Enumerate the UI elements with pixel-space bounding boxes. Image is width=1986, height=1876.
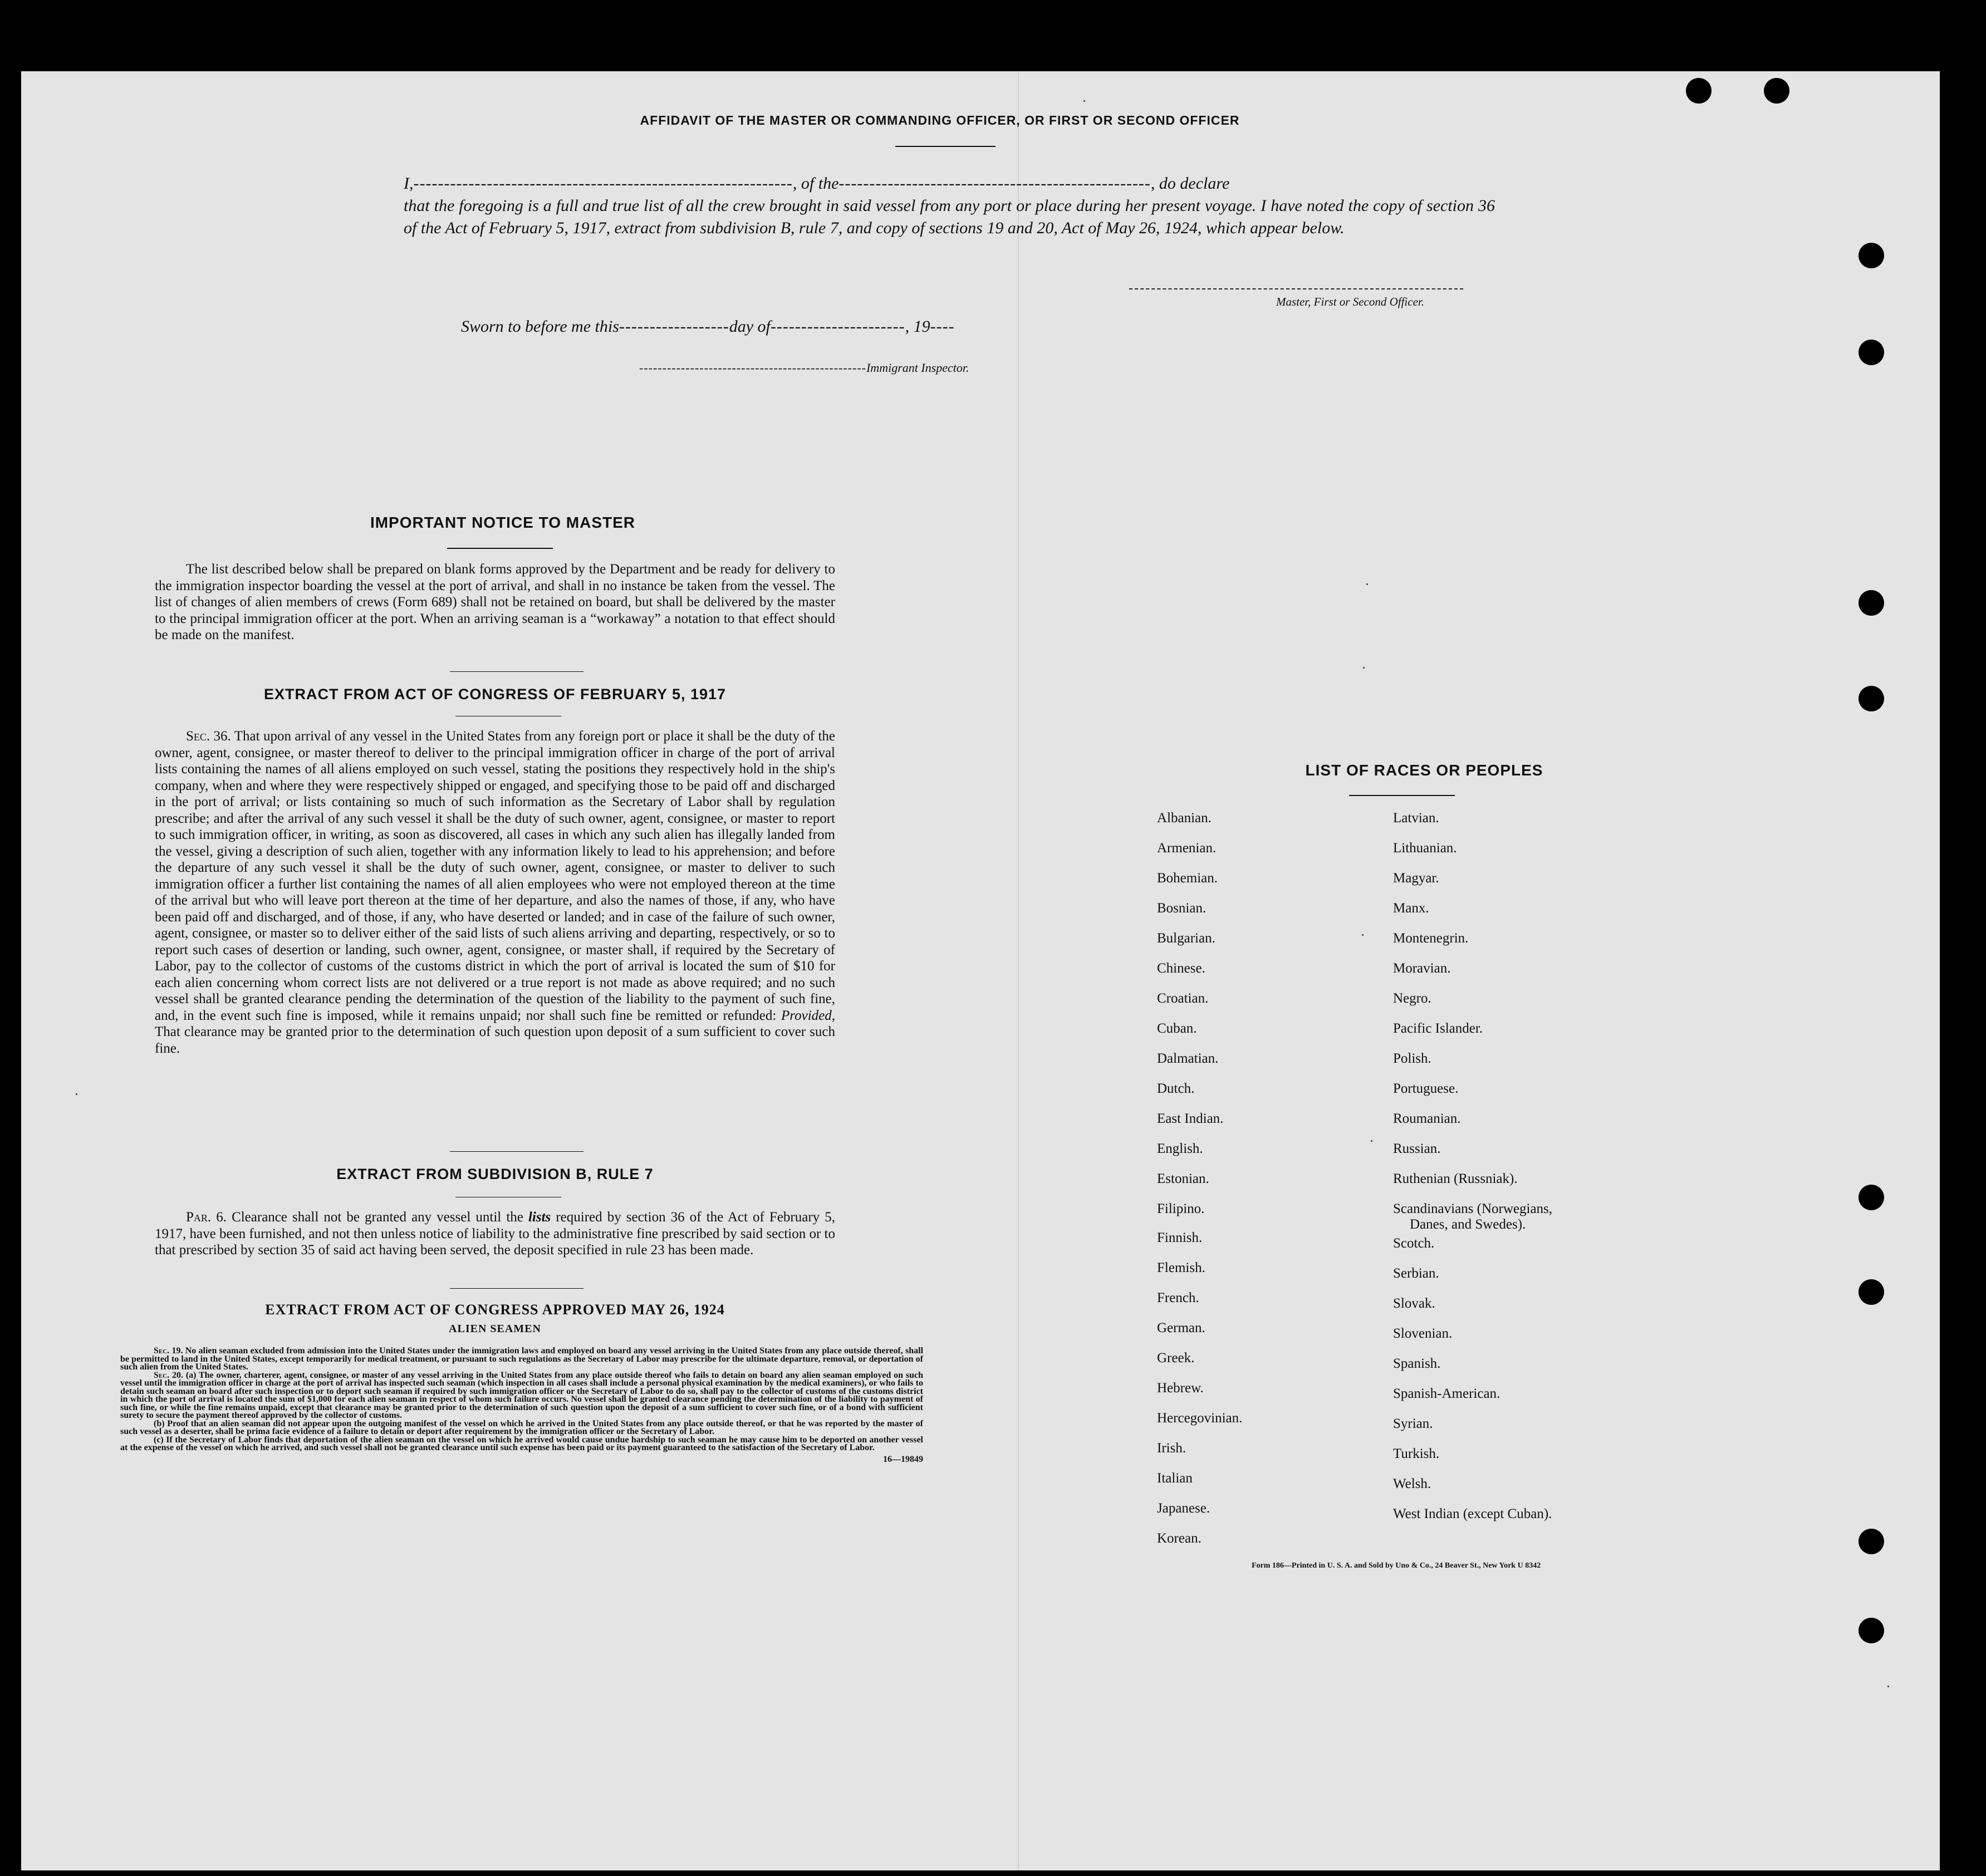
sec20b-body: (b) Proof that an alien seaman did not appear upon the outgoing manifest of the vessel on which he arrived in the United States from any place outside thereof, or that he was reported by the master of such vessel as a deserter, shall be prima facie evidence of a failure to detain or deport after requirement by the immigration officer or the Secretary of Labor. xyxy=(120,1418,923,1436)
inspector-label: Immigrant Inspector. xyxy=(866,361,969,375)
race-left-item: East Indian. xyxy=(1157,1111,1224,1126)
race-left-item: Hebrew. xyxy=(1157,1381,1204,1396)
signature-label: Master, First or Second Officer. xyxy=(1276,295,1424,308)
punch-hole xyxy=(1858,1279,1884,1305)
punch-hole xyxy=(1858,243,1884,268)
race-right-item: West Indian (except Cuban). xyxy=(1393,1506,1552,1521)
race-left-item: Albanian. xyxy=(1157,811,1212,826)
race-right-item: Manx. xyxy=(1393,901,1429,916)
race-left-item: Japanese. xyxy=(1157,1501,1210,1516)
signature-line xyxy=(1129,288,1463,289)
sworn-prefix: Sworn to before me this xyxy=(461,317,619,336)
sec20a-body: (a) The owner, charterer, agent, consignee, or master of any vessel arriving in the United States from any place outside thereof who fails to detain on board any alien seaman employed on such vessel until the immigration officer in charge at the port of arrival has inspected such seaman (which inspection in all cases shall include a personal physical examination by the medical examiners), or who fails to detain such seaman on board after such inspection or to deport such seaman if required by such immigration officer or the Secretary of Labor to do so, shall pay to the collector of customs of the customs district in which the port of arrival is located the sum of $1,000 for each alien seaman in respect of whom such failure occurs. No vessel shall be granted clearance pending the determination of the liability to payment of such fine, or while the fine remains unpaid, except that clearance may be granted prior to the determination of such question upon the deposit of a sum sufficient to cover such fine, or of a bond with sufficient surety to secure the payment thereof approved by the collector of customs. xyxy=(120,1370,924,1420)
race-left-item: Irish. xyxy=(1157,1441,1186,1456)
race-left-item: Flemish. xyxy=(1157,1260,1205,1275)
sec20c-body: (c) If the Secretary of Labor finds that deportation of the alien seaman on the vessel on which he arrived would cause undue hardship to such seaman he may cause him to be deported on another vessel at the expense of the vessel on which he arrived, and such vessel shall not be granted clearance until such expense has been paid or its payment guaranteed to the satisfaction of the Secretary of Labor. xyxy=(120,1435,923,1452)
affidavit-text xyxy=(404,173,1495,239)
punch-hole xyxy=(1858,590,1884,616)
affidavit-declare: , do declare xyxy=(1150,174,1230,193)
race-left-item: Greek. xyxy=(1157,1350,1195,1366)
rule7-body-b: required by section 36 of the Act of February 5, 1917, have been furnished, and not then unless notice of liability to the administrative fine prescribed by said section or to that prescribed by section 35 of said act having been served, the deposit specified in rule 23 has been made. xyxy=(155,1210,835,1258)
race-right-item: Slovak. xyxy=(1393,1296,1435,1311)
race-left-item: Chinese. xyxy=(1157,961,1205,976)
punch-hole xyxy=(1858,1618,1884,1643)
act-1924-subtitle: ALIEN SEAMEN xyxy=(449,1323,541,1335)
title-rule xyxy=(895,146,996,147)
race-left-item: Cuban. xyxy=(1157,1021,1197,1036)
scan-speck xyxy=(1083,100,1085,102)
race-left-item: German. xyxy=(1157,1320,1205,1335)
provided-word: Provided, xyxy=(781,1008,835,1023)
affidavit-of-the: , of the xyxy=(792,174,839,193)
race-left-item: Filipino. xyxy=(1157,1201,1205,1216)
sec19-label: Sec. 19. xyxy=(154,1346,183,1356)
race-left-item: Dutch. xyxy=(1157,1081,1195,1096)
notice-text xyxy=(155,561,835,644)
rule7-title: EXTRACT FROM SUBDIVISION B, RULE 7 xyxy=(336,1166,654,1182)
scan-speck xyxy=(76,1093,77,1095)
scan-speck xyxy=(1363,667,1365,669)
sec20b-paragraph xyxy=(120,1420,923,1436)
notice-body: The list described below shall be prepared on blank forms approved by the Department and be ready for delivery to the immigration inspector boarding the vessel at the port of arrival, and shall in no instance be taken from the vessel. The list of changes of alien members of crews (Form 689) shall not be retained on board, but shall be delivered by the master to the principal immigration officer at the port. When an arriving seaman is a “workaway” a notation to that effect should be made on the manifest. xyxy=(155,562,835,642)
race-left-item: Korean. xyxy=(1157,1531,1202,1546)
scan-speck xyxy=(1362,934,1364,936)
race-left-item: Bohemian. xyxy=(1157,871,1218,886)
sec20a-paragraph xyxy=(120,1372,923,1420)
section-divider xyxy=(450,671,583,672)
race-right-item: Scandinavians (Norwegians, xyxy=(1393,1201,1553,1216)
sec19-paragraph xyxy=(120,1347,923,1372)
extract-1917-title: EXTRACT FROM ACT OF CONGRESS OF FEBRUARY 5, 1917 xyxy=(263,686,727,703)
races-rule xyxy=(1349,795,1455,796)
punch-hole xyxy=(1858,686,1884,711)
race-right-item: Russian. xyxy=(1393,1141,1441,1156)
race-right-item: Syrian. xyxy=(1393,1416,1433,1431)
scan-speck xyxy=(1366,583,1368,585)
punch-hole xyxy=(1686,78,1712,104)
race-left-item: Croatian. xyxy=(1157,991,1209,1006)
sec19-body: No alien seaman excluded from admission into the United States under the immigration laws and employed on board any vessel arriving in the United States from any place outside thereof, shall be permitted to land in the United States, except temporarily for medical treatment, or pursuant to such regulations as the Secretary of Labor may prescribe for the ultimate departure, removal, or deportation of such alien from the United States. xyxy=(120,1346,924,1372)
act-1924-title: EXTRACT FROM ACT OF CONGRESS APPROVED MAY 26, 1924 xyxy=(265,1302,725,1318)
race-right-item: Pacific Islander. xyxy=(1393,1021,1483,1036)
races-title: LIST OF RACES OR PEOPLES xyxy=(1305,762,1543,779)
sworn-year-blank: ---- xyxy=(930,317,955,336)
race-right-item: Spanish. xyxy=(1393,1356,1441,1371)
notice-title: IMPORTANT NOTICE TO MASTER xyxy=(370,514,636,531)
punch-hole xyxy=(1858,1185,1884,1210)
affidavit-body: that the foregoing is a full and true list of all the crew brought in said vessel from any port or place during her present voyage. I have noted the copy of section 36 of the Act of February 5, 1917, extract from subdivision B, rule 7, and copy of sections 19 and 20, Act of May 26, 1924, which appear below. xyxy=(404,197,1495,237)
race-left-item: Bulgarian. xyxy=(1157,931,1215,946)
punch-hole xyxy=(1858,340,1884,365)
race-left-item: Finnish. xyxy=(1157,1230,1203,1245)
race-right-item: Turkish. xyxy=(1393,1446,1440,1461)
race-left-item: Italian xyxy=(1157,1471,1193,1486)
sec36-body: That upon arrival of any vessel in the United States from any foreign port or place it shall be the duty of the owner, agent, consignee, or master thereof to deliver to the principal immigration officer in charge of the port of arrival lists containing the names of all aliens employed on such vessel, stating the positions they respectively hold in the ship's company, when and where they were respectively shipped or engaged, and specifying those to be paid off and discharged in the port of arrival; or lists containing so much of such information as the Secretary of Labor shall by regulation prescribe; and after the arrival of any such vessel it shall be the duty of such owner, agent, consignee, or master to report to such immigration officer, in writing, as soon as discovered, all cases in which any such alien has illegally landed from the vessel, giving a description of such alien, together with any information likely to lead to his apprehension; and before the departure of any such vessel it shall be the duty of such owner, agent, consignee, or master to deliver to such immigration officer a further list containing the names of all alien employees who were not employed thereon at the time of the arrival but who will leave port thereon at the time of her departure, and also the names of those, if any, who have been paid off and discharged, and of those, if any, who have deserted or landed; and in case of the failure of such owner, agent, consignee, or master so to deliver either of the said lists of such aliens arriving and departing, respectively, or so to report such cases of desertion or landing, such owner, agent, consignee, or master shall, if required by the Secretary of Labor, pay to the collector of customs of the customs district in which the port of arrival is located the sum of $10 for each alien concerning whom correct lists are not delivered or a true report is not made as above required; and no such vessel shall be granted clearance pending the determination of the question of the liability to the payment of such fine, and, in the event such fine is imposed, while it remains unpaid; nor shall such fine be remitted or refunded: xyxy=(155,729,836,1023)
race-right-item: Portuguese. xyxy=(1393,1081,1459,1096)
name-blank: -------------------------------------------------------------- xyxy=(413,174,793,193)
punch-hole xyxy=(1764,78,1789,104)
act-1924-text xyxy=(120,1347,923,1464)
race-right-item: Magyar. xyxy=(1393,871,1439,886)
race-left-item: English. xyxy=(1157,1141,1203,1156)
inspector-line xyxy=(639,361,969,375)
race-right-item: Latvian. xyxy=(1393,811,1439,826)
race-right-item: Ruthenian (Russniak). xyxy=(1393,1171,1518,1186)
extract-1917-text xyxy=(155,728,835,1057)
race-left-item: Dalmatian. xyxy=(1157,1051,1219,1066)
scan-speck xyxy=(1887,1686,1889,1687)
race-left-item: Armenian. xyxy=(1157,841,1217,856)
inspector-blank: ------------------------------------------------- xyxy=(639,361,866,375)
rule7-body-a: Clearance shall not be granted any vessel until the xyxy=(232,1210,523,1225)
section-divider xyxy=(450,1288,583,1289)
race-right-item: Slovenian. xyxy=(1393,1326,1453,1341)
par6-label: Par. 6. xyxy=(186,1210,227,1225)
sec36-label: Sec. 36. xyxy=(186,729,231,744)
race-right-item: Moravian. xyxy=(1393,961,1451,976)
race-right-item: Welsh. xyxy=(1393,1476,1431,1491)
form-footer: Form 186—Printed in U. S. A. and Sold by Uno & Co., 24 Beaver St., New York U 8342 xyxy=(1252,1561,1541,1570)
sec20-label: Sec. 20. xyxy=(154,1370,183,1380)
form-code: 16—19849 xyxy=(883,1454,923,1464)
race-left-item: Bosnian. xyxy=(1157,901,1207,916)
rule7-text xyxy=(155,1209,835,1259)
sec20c-paragraph xyxy=(120,1436,923,1452)
race-left-item: French. xyxy=(1157,1290,1199,1305)
race-right-item: Polish. xyxy=(1393,1051,1431,1066)
race-right-item: Roumanian. xyxy=(1393,1111,1461,1126)
vessel-blank: --------------------------------------------------- xyxy=(838,174,1151,193)
sworn-month-blank: ---------------------- xyxy=(770,317,905,336)
notice-rule xyxy=(447,548,553,549)
race-left-item: Estonian. xyxy=(1157,1171,1209,1186)
sworn-day-blank: ------------------ xyxy=(619,317,729,336)
race-right-item: Scotch. xyxy=(1393,1236,1435,1251)
affidavit-i: I, xyxy=(404,174,414,193)
sworn-year-label: , 19 xyxy=(905,317,930,336)
affidavit-title: AFFIDAVIT OF THE MASTER OR COMMANDING OFFICER, OR FIRST OR SECOND OFFICER xyxy=(640,113,1240,127)
race-right-item: Spanish-American. xyxy=(1393,1386,1500,1401)
race-left-item: Hercegovinian. xyxy=(1157,1411,1243,1426)
scan-speck xyxy=(1371,1140,1372,1142)
lists-word: lists xyxy=(528,1210,551,1225)
race-right-item: Lithuanian. xyxy=(1393,841,1457,856)
sworn-line xyxy=(461,317,955,336)
sworn-day-label: day of xyxy=(729,317,771,336)
sec36-body-end: That clearance may be granted prior to the determination of such question upon deposit of a sum sufficient to cover such fine. xyxy=(155,1024,835,1056)
race-right-item: Serbian. xyxy=(1393,1266,1439,1281)
document-page xyxy=(21,71,1940,1870)
race-right-item: Danes, and Swedes). xyxy=(1410,1217,1526,1232)
race-right-item: Montenegrin. xyxy=(1393,931,1469,946)
page-fold xyxy=(1018,71,1019,1870)
section-divider xyxy=(450,1151,583,1152)
punch-hole xyxy=(1858,1529,1884,1554)
race-right-item: Negro. xyxy=(1393,991,1431,1006)
